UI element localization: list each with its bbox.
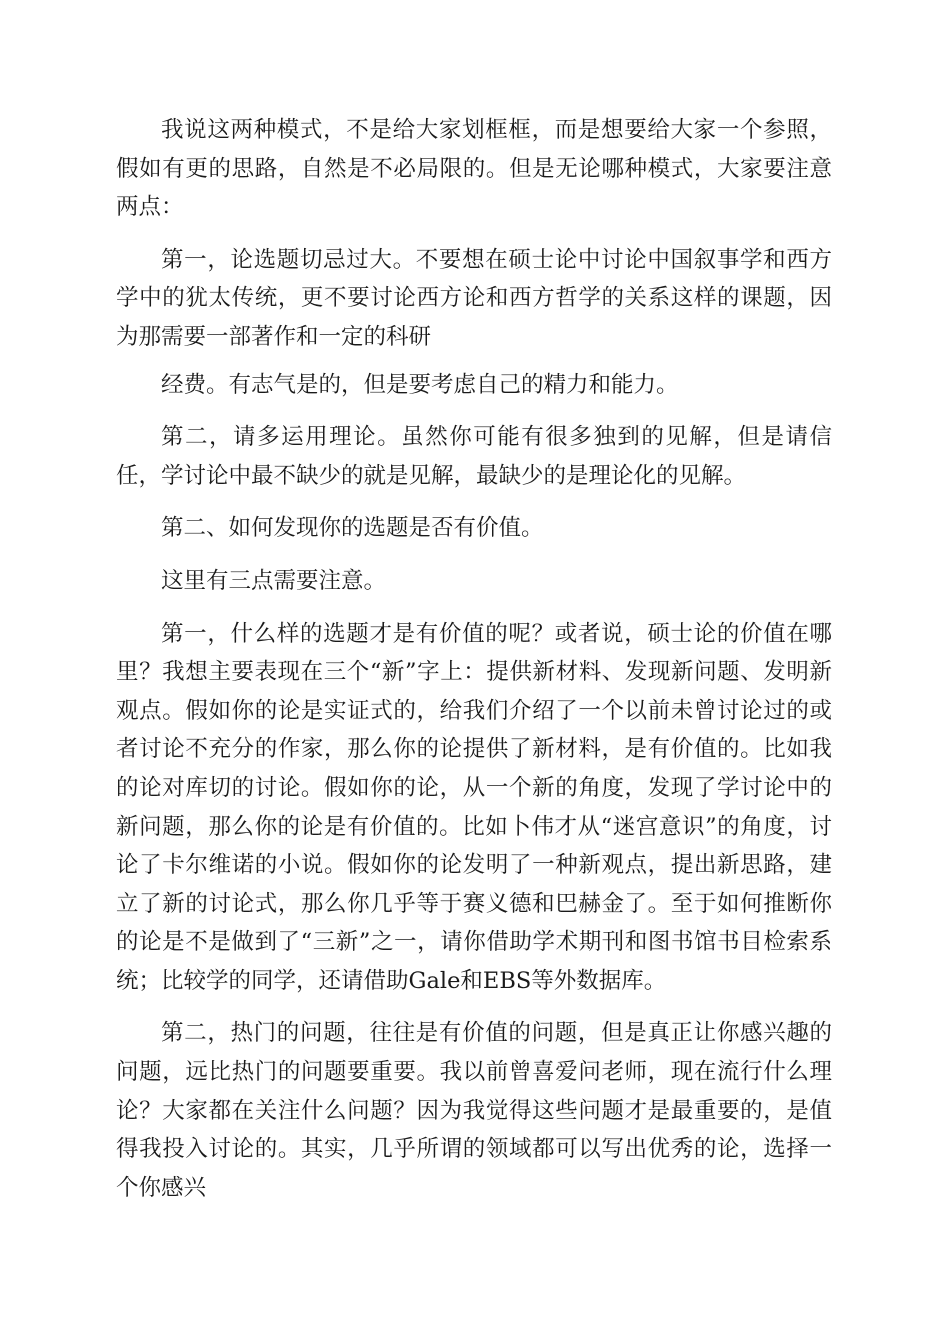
paragraph-valuable-topic: 第一，什么样的选题才是有价值的呢？或者说，硕士论的价值在哪里？我想主要表现在三个“新”字上：提供新材料、发现新问题、发明新观点。假如你的论是实证式的，给我们介绍了一个以前未曾讨论过的或者讨论不充分的作家，那么你的论提供了新材料，是有价值的。比如我的论对库切的讨论。假如你的论，从一个新的角度，发现了学讨论中的新问题，那么你的论是有价值的。比如卜伟才从“迷宫意识”的角度，讨论了卡尔维诺的小说。假如你的论发明了一种新观点，提出新思路，建立了新的讨论式，那么你几乎等于赛义德和巴赫金了。至于如何推断你的论是不是做到了“三新”之一，请你借助学术期刊和图书馆书目检索系统；比较学的同学，还请借助Gale和EBS等外数据库。 bbox=[116, 620, 832, 994]
paragraph-two-modes-note: 我说这两种模式，不是给大家划框框，而是想要给大家一个参照，假如有更的思路，自然是不必局限的。但是无论哪种模式，大家要注意两点： bbox=[116, 117, 832, 221]
paragraph-three-points: 这里有三点需要注意。 bbox=[161, 567, 387, 594]
paragraph-use-theory: 第二，请多运用理论。虽然你可能有很多独到的见解，但是请信任，学讨论中最不缺少的就是见解，最缺少的是理论化的见解。 bbox=[116, 424, 832, 489]
paragraph-funding-continuation: 经费。有志气是的，但是要考虑自己的精力和能力。 bbox=[161, 371, 679, 398]
section-heading-topic-value: 第二、如何发现你的选题是否有价值。 bbox=[161, 515, 544, 542]
document-page bbox=[116, 111, 832, 1221]
paragraph-popular-questions: 第二，热门的问题，往往是有价值的问题，但是真正让你感兴趣的问题，远比热门的问题要重要。我以前曾喜爱问老师，现在流行什么理论？大家都在关注什么问题？因为我觉得这些问题才是最重要的，是值得我投入讨论的。其实，几乎所谓的领域都可以写出优秀的论，选择一个你感兴 bbox=[116, 1020, 832, 1201]
paragraph-first-topic-size: 第一，论选题切忌过大。不要想在硕士论中讨论中国叙事学和西方学中的犹太传统，更不要讨论西方论和西方哲学的关系这样的课题，因为那需要一部著作和一定的科研 bbox=[116, 246, 832, 350]
